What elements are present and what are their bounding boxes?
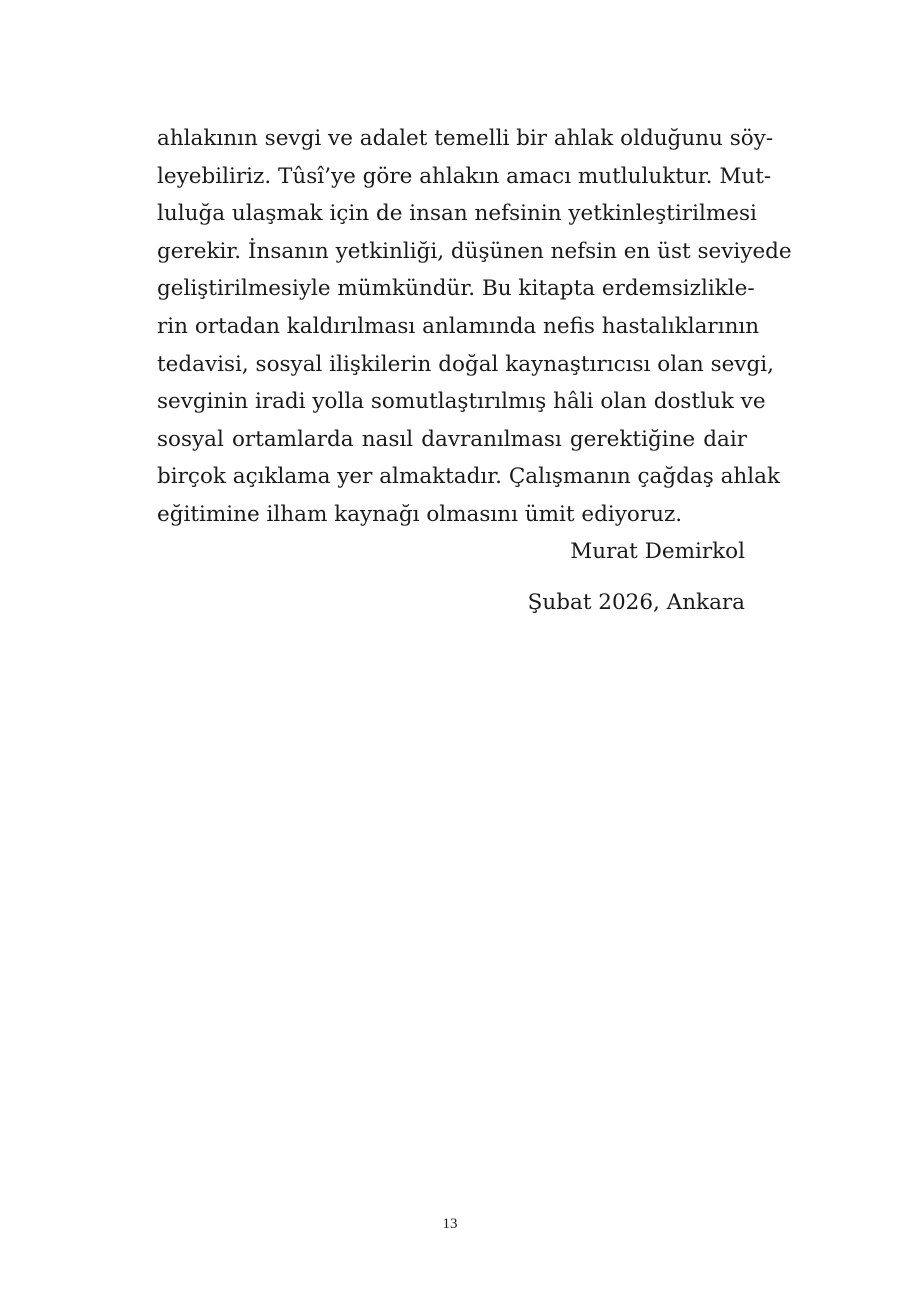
paragraph-line: gerekir. İnsanın yetkinliği, düşünen nefsin en üst seviyede bbox=[157, 238, 792, 264]
body-paragraph bbox=[157, 120, 792, 534]
paragraph-line: sosyal ortamlarda nasıl davranılması gerektiğine dair bbox=[157, 426, 747, 452]
paragraph-line: geliştirilmesiyle mümkündür. Bu kitapta erdemsizlikle- bbox=[157, 276, 755, 302]
paragraph-line: tedavisi, sosyal ilişkilerin doğal kaynaştırıcısı olan sevgi, bbox=[157, 351, 774, 377]
paragraph-line: luluğa ulaşmak için de insan nefsinin yetkinleştirilmesi bbox=[157, 201, 757, 227]
signature-date-place: Şubat 2026, Ankara bbox=[527, 590, 745, 615]
paragraph-line: rin ortadan kaldırılması anlamında nefis hastalıklarının bbox=[157, 313, 760, 339]
paragraph-line: birçok açıklama yer almaktadır. Çalışmanın çağdaş ahlak bbox=[157, 464, 780, 490]
paragraph-line: leyebiliriz. Tûsî’ye göre ahlakın amacı mutluluktur. Mut- bbox=[157, 163, 772, 189]
paragraph-line: eğitimine ilham kaynağı olmasını ümit ediyoruz. bbox=[157, 501, 683, 527]
author-signature: Murat Demirkol bbox=[570, 539, 745, 564]
page-number: 13 bbox=[442, 1216, 458, 1232]
paragraph-line: ahlakının sevgi ve adalet temelli bir ahlak olduğunu söy- bbox=[157, 126, 774, 151]
paragraph-line: sevginin iradi yolla somutlaştırılmış hâli olan dostluk ve bbox=[157, 389, 766, 415]
